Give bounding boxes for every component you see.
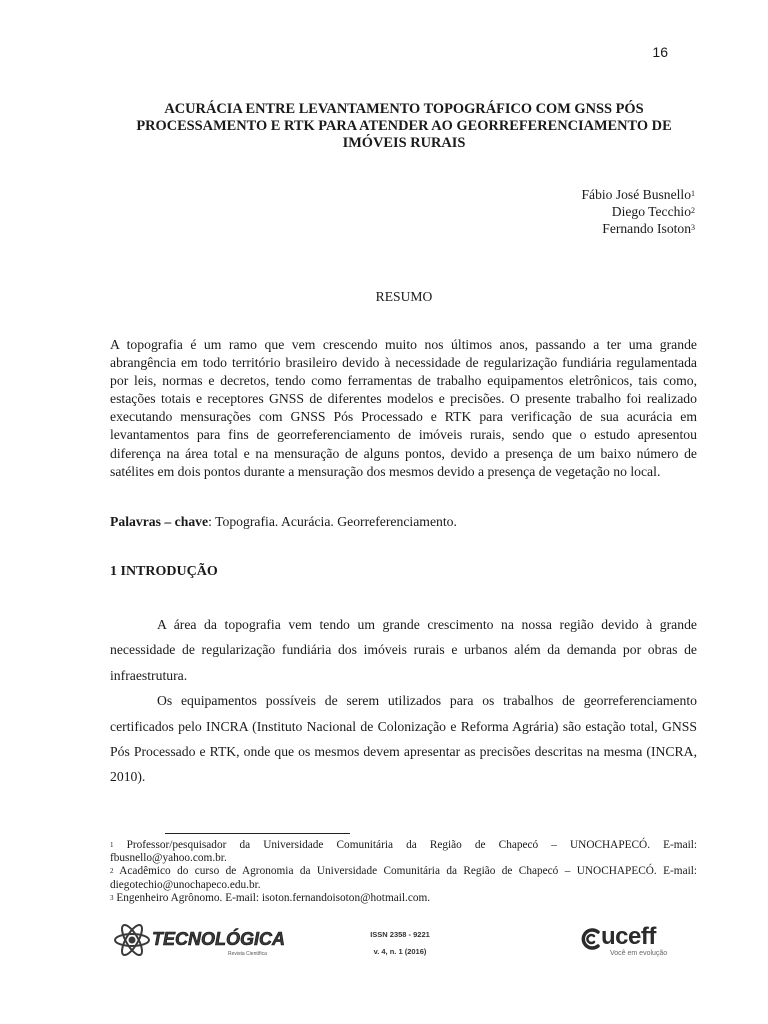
footnotes (110, 839, 697, 905)
uceff-swirl-icon (580, 926, 602, 952)
author-3: Fernando Isoton$^3$ (602, 221, 695, 236)
keywords-label: Palavras – chave (110, 514, 209, 529)
issn-number: ISSN 2358 - 9221 (370, 930, 430, 939)
author-1: Fábio José Busnello$^1$ (581, 187, 695, 202)
introducao-body (110, 612, 697, 790)
resumo-heading: RESUMO (375, 289, 433, 304)
author-2-footnote-ref: 2 (691, 206, 695, 215)
footnote-3: $^3$ Engenheiro Agrônomo. E-mail: isoton.fernandoisoton@hotmail.com. (110, 891, 431, 904)
journal-logo-subtitle: Revista Científica (228, 951, 267, 957)
publisher-tagline: Você em evolução (610, 950, 668, 957)
paragraph: A área da topografia vem tendo um grande crescimento na nossa região devido à grande necessidade de regularização fundiária dos imóveis rurais e urbanos além da demanda por obras de infraestrutura. (110, 617, 697, 683)
atom-logo-icon (110, 920, 310, 960)
journal-logo-text: TECNOLÓGICA (152, 929, 285, 949)
issn-block (340, 926, 460, 960)
page-number: 16 (652, 44, 668, 60)
footnote-1: $^1$ Professor/pesquisador da Universidade Comunitária da Região de Chapecó – UNOCHAPECÓ. E-mail: fbusnello@yahoo.com.br. (110, 839, 697, 865)
journal-logo (110, 920, 310, 960)
author-3-footnote-ref: 3 (691, 223, 695, 232)
author-1-footnote-ref: 1 (691, 189, 695, 198)
footnote-rule (165, 833, 350, 834)
publisher-logo-text: uceff (601, 923, 656, 950)
paragraph: Os equipamentos possíveis de serem utilizados para os trabalhos de georreferenciamento certificados pelo INCRA (Instituto Nacional de Colonização e Reforma Agrária) são estação total, GNSS Pós Processado e RTK, onde que os mesmos devem apresentar as precisões descritas na mesma (INCRA, 2010). (110, 693, 697, 785)
section-heading-introducao: 1 INTRODUÇÃO (110, 564, 218, 579)
publisher-logo (580, 924, 690, 964)
keywords (110, 514, 457, 530)
footnote-2: $^2$ Acadêmico do curso de Agronomia da Universidade Comunitária da Região de Chapecó – UNOCHAPECÓ. E-mail: diegotechio@unochapeco.edu.br. (110, 865, 697, 891)
author-list (581, 186, 695, 237)
author-2: Diego Tecchio$^2$ (611, 204, 695, 219)
abstract-text: A topografia é um ramo que vem crescendo muito nos últimos anos, passando a ter uma grande abrangência em todo território brasileiro devido à necessidade de regularização fundiária regulamentada por leis, normas e decretos, tendo como ferramentas de trabalho equipamentos eletrônicos, tais como, estações totais e receptores GNSS de diferentes modelos e precisões. O presente trabalho foi realizado executando mensurações com GNSS Pós Processado e RTK para verificação de sua acurácia em levantamentos para fins de georreferenciamento de imóveis rurais, sendo que o estudo apresentou diferença na área total e na mensuração de alguns pontos, devido a presença de um baixo número de satélites em dois pontos durante a mensuração dos mesmos devido a presença de vegetação no local. (110, 337, 697, 479)
keywords-list: : Topografia. Acurácia. Georreferenciamento. (208, 514, 457, 529)
paper-title: ACURÁCIA ENTRE LEVANTAMENTO TOPOGRÁFICO COM GNSS PÓS PROCESSAMENTO E RTK PARA ATENDER AO GEORREFERENCIAMENTO DE IMÓVEIS RURAIS (136, 101, 672, 151)
volume-info: v. 4, n. 1 (2016) (373, 947, 427, 956)
